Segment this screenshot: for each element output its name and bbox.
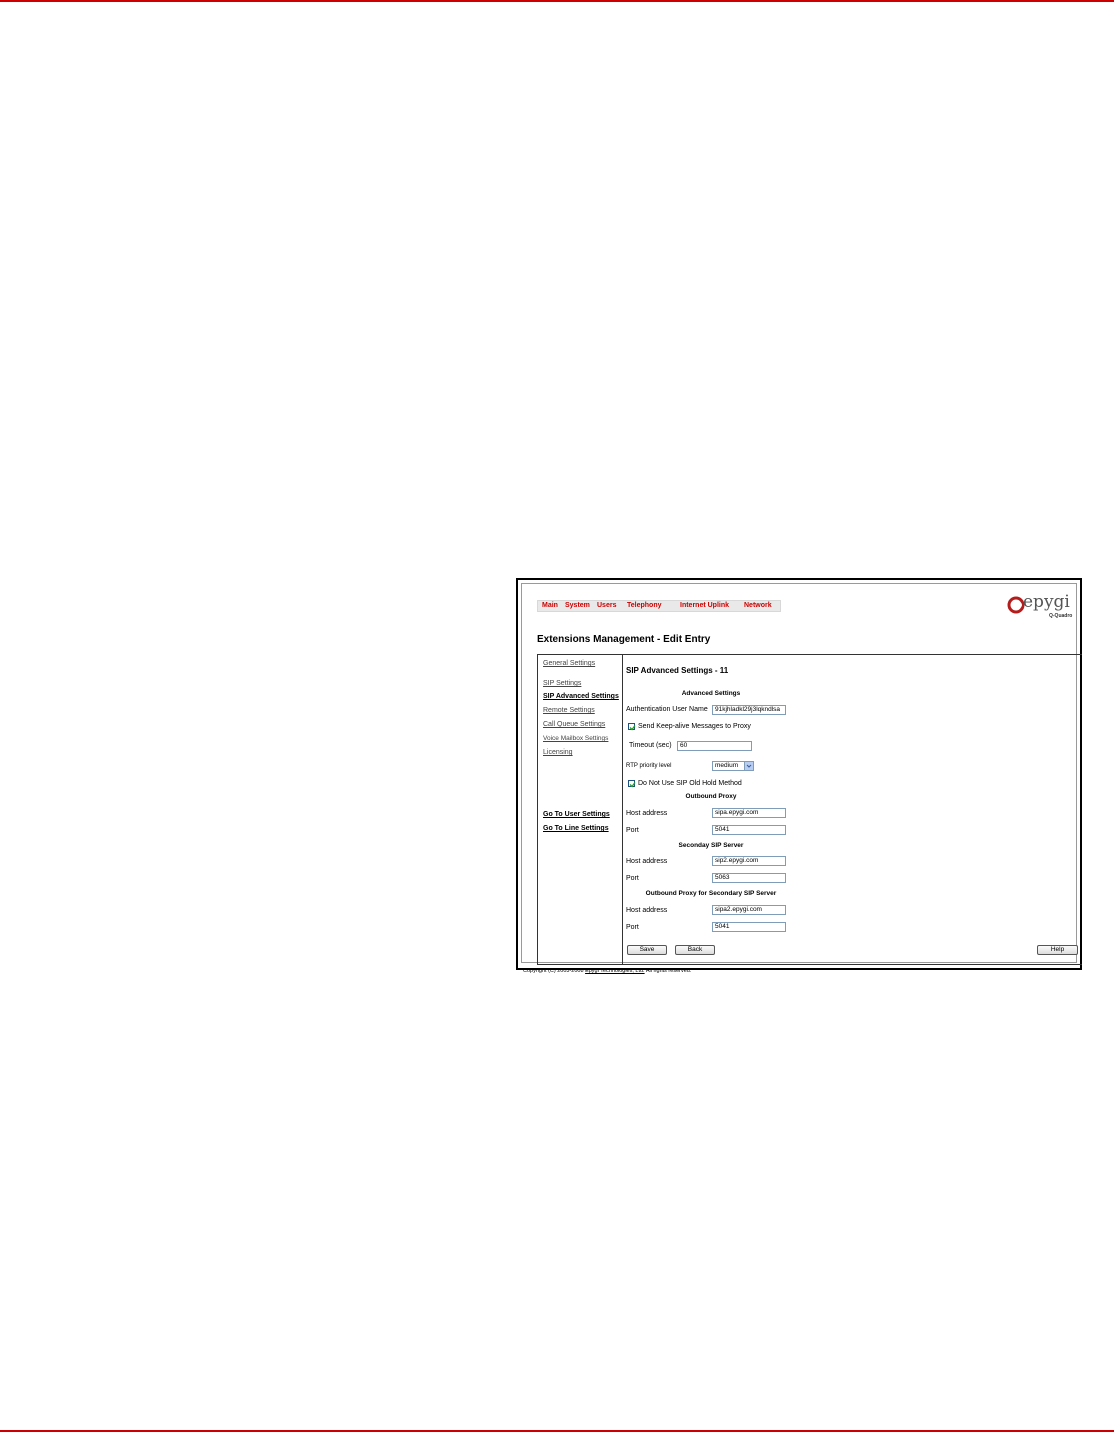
- check-icon: [629, 781, 636, 788]
- secondary-port-input[interactable]: 5063: [712, 873, 786, 883]
- check-icon: [629, 724, 636, 731]
- proxy2-host-input[interactable]: sipa2.epygi.com: [712, 905, 786, 915]
- save-button[interactable]: Save: [627, 945, 667, 955]
- company-link[interactable]: Epygi Technologies, Ltd.: [585, 968, 645, 974]
- proxy2-host-label: Host address: [626, 907, 668, 914]
- settings-panel: [537, 654, 1082, 965]
- rtp-priority-value: medium: [715, 762, 739, 769]
- proxy2-port-label: Port: [626, 924, 639, 931]
- outbound-proxy-heading: Outbound Proxy: [685, 793, 737, 800]
- advanced-settings-heading: Advanced Settings: [681, 690, 741, 697]
- timeout-label: Timeout (sec): [629, 742, 672, 749]
- timeout-input[interactable]: 60: [677, 741, 752, 751]
- nav-users[interactable]: Users: [597, 602, 617, 609]
- panel-divider: [622, 655, 623, 964]
- keepalive-checkbox[interactable]: [628, 723, 635, 730]
- sidebar-item-sip-settings[interactable]: SIP Settings: [543, 680, 582, 687]
- sidebar-item-sip-advanced-settings[interactable]: SIP Advanced Settings: [543, 693, 619, 700]
- screenshot-frame: [516, 578, 1082, 974]
- form-area: [626, 655, 1082, 964]
- sidebar-item-general-settings[interactable]: General Settings: [543, 660, 596, 667]
- logo-wordmark: epygi: [1023, 592, 1070, 612]
- outbound-host-label: Host address: [626, 810, 668, 817]
- copyright-footer: [523, 968, 691, 974]
- secondary-sip-heading: Seconday SIP Server: [678, 842, 744, 849]
- go-to-line-settings-link[interactable]: Go To Line Settings: [543, 825, 609, 832]
- sidebar-item-voice-mailbox-settings[interactable]: Voice Mailbox Settings: [543, 735, 609, 742]
- back-button[interactable]: Back: [675, 945, 715, 955]
- sidebar-item-licensing[interactable]: Licensing: [543, 749, 573, 756]
- form-title: SIP Advanced Settings - 11: [626, 666, 729, 675]
- nav-main[interactable]: Main: [542, 602, 558, 609]
- nav-telephony[interactable]: Telephony: [627, 602, 662, 609]
- go-to-user-settings-link[interactable]: Go To User Settings: [543, 811, 610, 818]
- outbound-host-input[interactable]: sipa.epygi.com: [712, 808, 786, 818]
- sidebar-item-remote-settings[interactable]: Remote Settings: [543, 707, 595, 714]
- keepalive-label: Send Keep-alive Messages to Proxy: [638, 723, 751, 730]
- secondary-host-label: Host address: [626, 858, 668, 865]
- nav-internet-uplink[interactable]: Internet Uplink: [680, 602, 730, 609]
- help-button[interactable]: Help: [1037, 945, 1078, 955]
- outbound-port-label: Port: [626, 827, 639, 834]
- auth-user-label: Authentication User Name: [626, 706, 708, 713]
- old-hold-label: Do Not Use SIP Old Hold Method: [638, 780, 742, 787]
- nav-system[interactable]: System: [565, 602, 590, 609]
- page-top-rule: [0, 0, 1114, 2]
- proxy2-port-input[interactable]: 5041: [712, 922, 786, 932]
- rtp-priority-label: RTP priority level: [626, 763, 672, 769]
- secondary-host-input[interactable]: sip2.epygi.com: [712, 856, 786, 866]
- old-hold-checkbox[interactable]: [628, 780, 635, 787]
- outbound-port-input[interactable]: 5041: [712, 825, 786, 835]
- rtp-priority-select[interactable]: [712, 761, 754, 771]
- copyright-suffix: All rights reserved.: [644, 968, 692, 974]
- epygi-logo: [1007, 592, 1077, 624]
- secondary-proxy-heading: Outbound Proxy for Secondary SIP Server: [645, 890, 777, 897]
- page-title: Extensions Management - Edit Entry: [537, 634, 711, 645]
- browser-window: [521, 583, 1077, 974]
- sidebar-item-call-queue-settings[interactable]: Call Queue Settings: [543, 721, 606, 728]
- nav-network[interactable]: Network: [744, 602, 772, 609]
- chevron-down-icon: [744, 762, 753, 770]
- logo-product: Q-Quadro: [1049, 613, 1073, 619]
- top-nav: [537, 600, 781, 612]
- copyright-prefix: Copyright (C) 2003-2008: [523, 968, 586, 974]
- secondary-port-label: Port: [626, 875, 639, 882]
- auth-user-input[interactable]: 91kjhladkl29j3lqkndlsa: [712, 705, 786, 715]
